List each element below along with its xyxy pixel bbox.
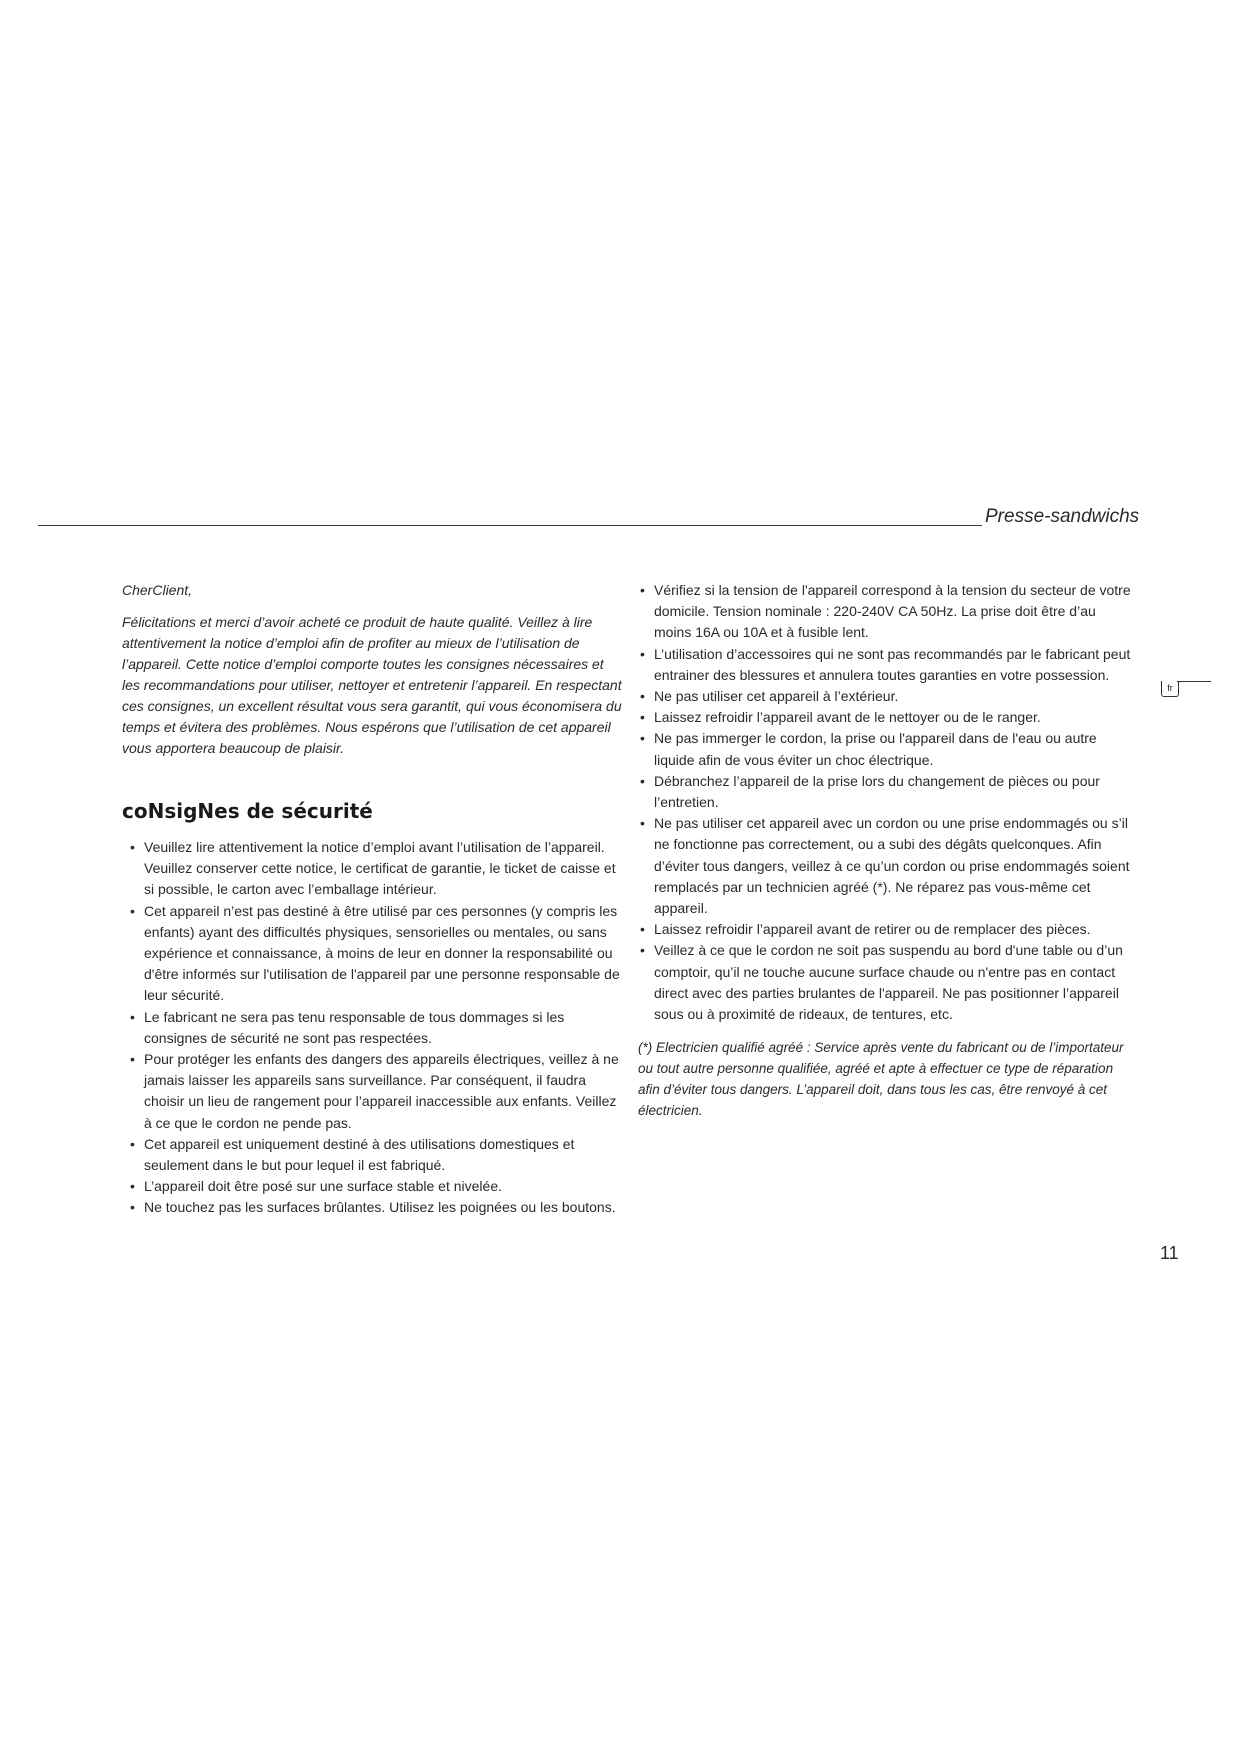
list-item: • Cet appareil n’est pas destiné à être utilisé par ces personnes (y compris les enfants) ayant des difficultés physiques, sensorielles ou mentales, ou sans expérience et connaissance, à moins de leur en donner la responsabilité ou d'être informés sur l'utilisation de l'appareil par une personne responsable de leur sécurité. [128,901,622,1007]
language-tab-rule [1177,681,1211,682]
header-rule [38,525,982,526]
list-item: • Le fabricant ne sera pas tenu responsable de tous dommages si les consignes de sécurité ne sont pas respectées. [128,1007,622,1049]
list-item: • Ne pas immerger le cordon, la prise ou l'appareil dans de l'eau ou autre liquide afin de vous éviter un choc électrique. [638,728,1134,770]
intro-paragraph: Félicitations et merci d’avoir acheté ce produit de haute qualité. Veillez à lire attentivement la notice d’emploi afin de profiter au mieux de l’utilisation de l’appareil. Cette notice d’emploi comporte toutes les consignes nécessaires et les recommandations pour utiliser, nettoyer et entretenir l’appareil. En respectant ces consignes, un excellent résultat vous sera garantit, qui vous économisera du temps et évitera des problèmes. Nous espérons que l’utilisation de cet appareil vous apportera beaucoup de plaisir. [122,614,622,756]
list-item: • Veuillez lire attentivement la notice d’emploi avant l’utilisation de l’appareil. Veuillez conserver cette notice, le certificat de garantie, le ticket de caisse et si possible, le carton avec l’emballage intérieur. [128,837,622,901]
list-item: • L’utilisation d’accessoires qui ne sont pas recommandés par le fabricant peut entrainer des blessures et annulera toutes garanties en votre possession. [638,644,1134,686]
page-number: 11 [1160,1243,1179,1263]
greeting: CherClient, [122,582,193,598]
document-title: Presse-sandwichs [985,506,1140,527]
list-item: • Débranchez l’appareil de la prise lors du changement de pièces ou pour l’entretien. [638,771,1134,813]
list-item: • Cet appareil est uniquement destiné à des utilisations domestiques et seulement dans le but pour lequel il est fabriqué. [128,1134,622,1176]
section-title-safety: coNsigNes de sécurité [122,799,373,823]
list-item: • Laissez refroidir l’appareil avant de le nettoyer ou de le ranger. [638,707,1134,728]
intro-section [122,580,622,759]
list-item: • L’appareil doit être posé sur une surface stable et nivelée. [128,1176,622,1197]
language-tab: fr [1161,681,1179,697]
list-item: • Ne pas utiliser cet appareil avec un cordon ou une prise endommagés ou s’il ne fonctionne pas correctement, ou a subi des dégâts quelconques. Afin d’éviter tous dangers, veillez à ce qu’un cordon ou prise endommagés soient remplacés par un technicien agréé (*). Ne réparez pas vous-même cet appareil. [638,813,1134,919]
list-item: • Laissez refroidir l’appareil avant de retirer ou de remplacer des pièces. [638,919,1134,940]
list-item: • Vérifiez si la tension de l'appareil correspond à la tension du secteur de votre domicile. Tension nominale : 220-240V CA 50Hz. La prise doit être d’au moins 16A ou 10A et à fusible lent. [638,580,1134,644]
safety-list-right [638,580,1134,1025]
right-column [638,580,1134,1121]
list-item: • Pour protéger les enfants des dangers des appareils électriques, veillez à ne jamais laisser les appareils sans surveillance. Par conséquent, il faudra choisir un lieu de rangement pour l’appareil inaccessible aux enfants. Veillez à ce que le cordon ne pende pas. [128,1049,622,1134]
list-item: • Ne touchez pas les surfaces brûlantes. Utilisez les poignées ou les boutons. [128,1197,622,1218]
left-column [122,580,622,1219]
safety-list-left [122,837,622,1219]
list-item: • Veillez à ce que le cordon ne soit pas suspendu au bord d'une table ou d’un comptoir, qu’il ne touche aucune surface chaude ou n'entre pas en contact direct avec des parties brulantes de l'appareil. Ne pas positionner l’appareil sous ou à proximité de rideaux, de tentures, etc. [638,940,1134,1025]
footnote: (*) Electricien qualifié agréé : Service après vente du fabricant ou de l’importateur ou tout autre personne qualifiée, agréé et apte à effectuer ce type de réparation afin d’éviter tous dangers. L’appareil doit, dans tous les cas, être renvoyé à cet électricien. [638,1040,1124,1119]
list-item: • Ne pas utiliser cet appareil à l’extérieur. [638,686,1134,707]
